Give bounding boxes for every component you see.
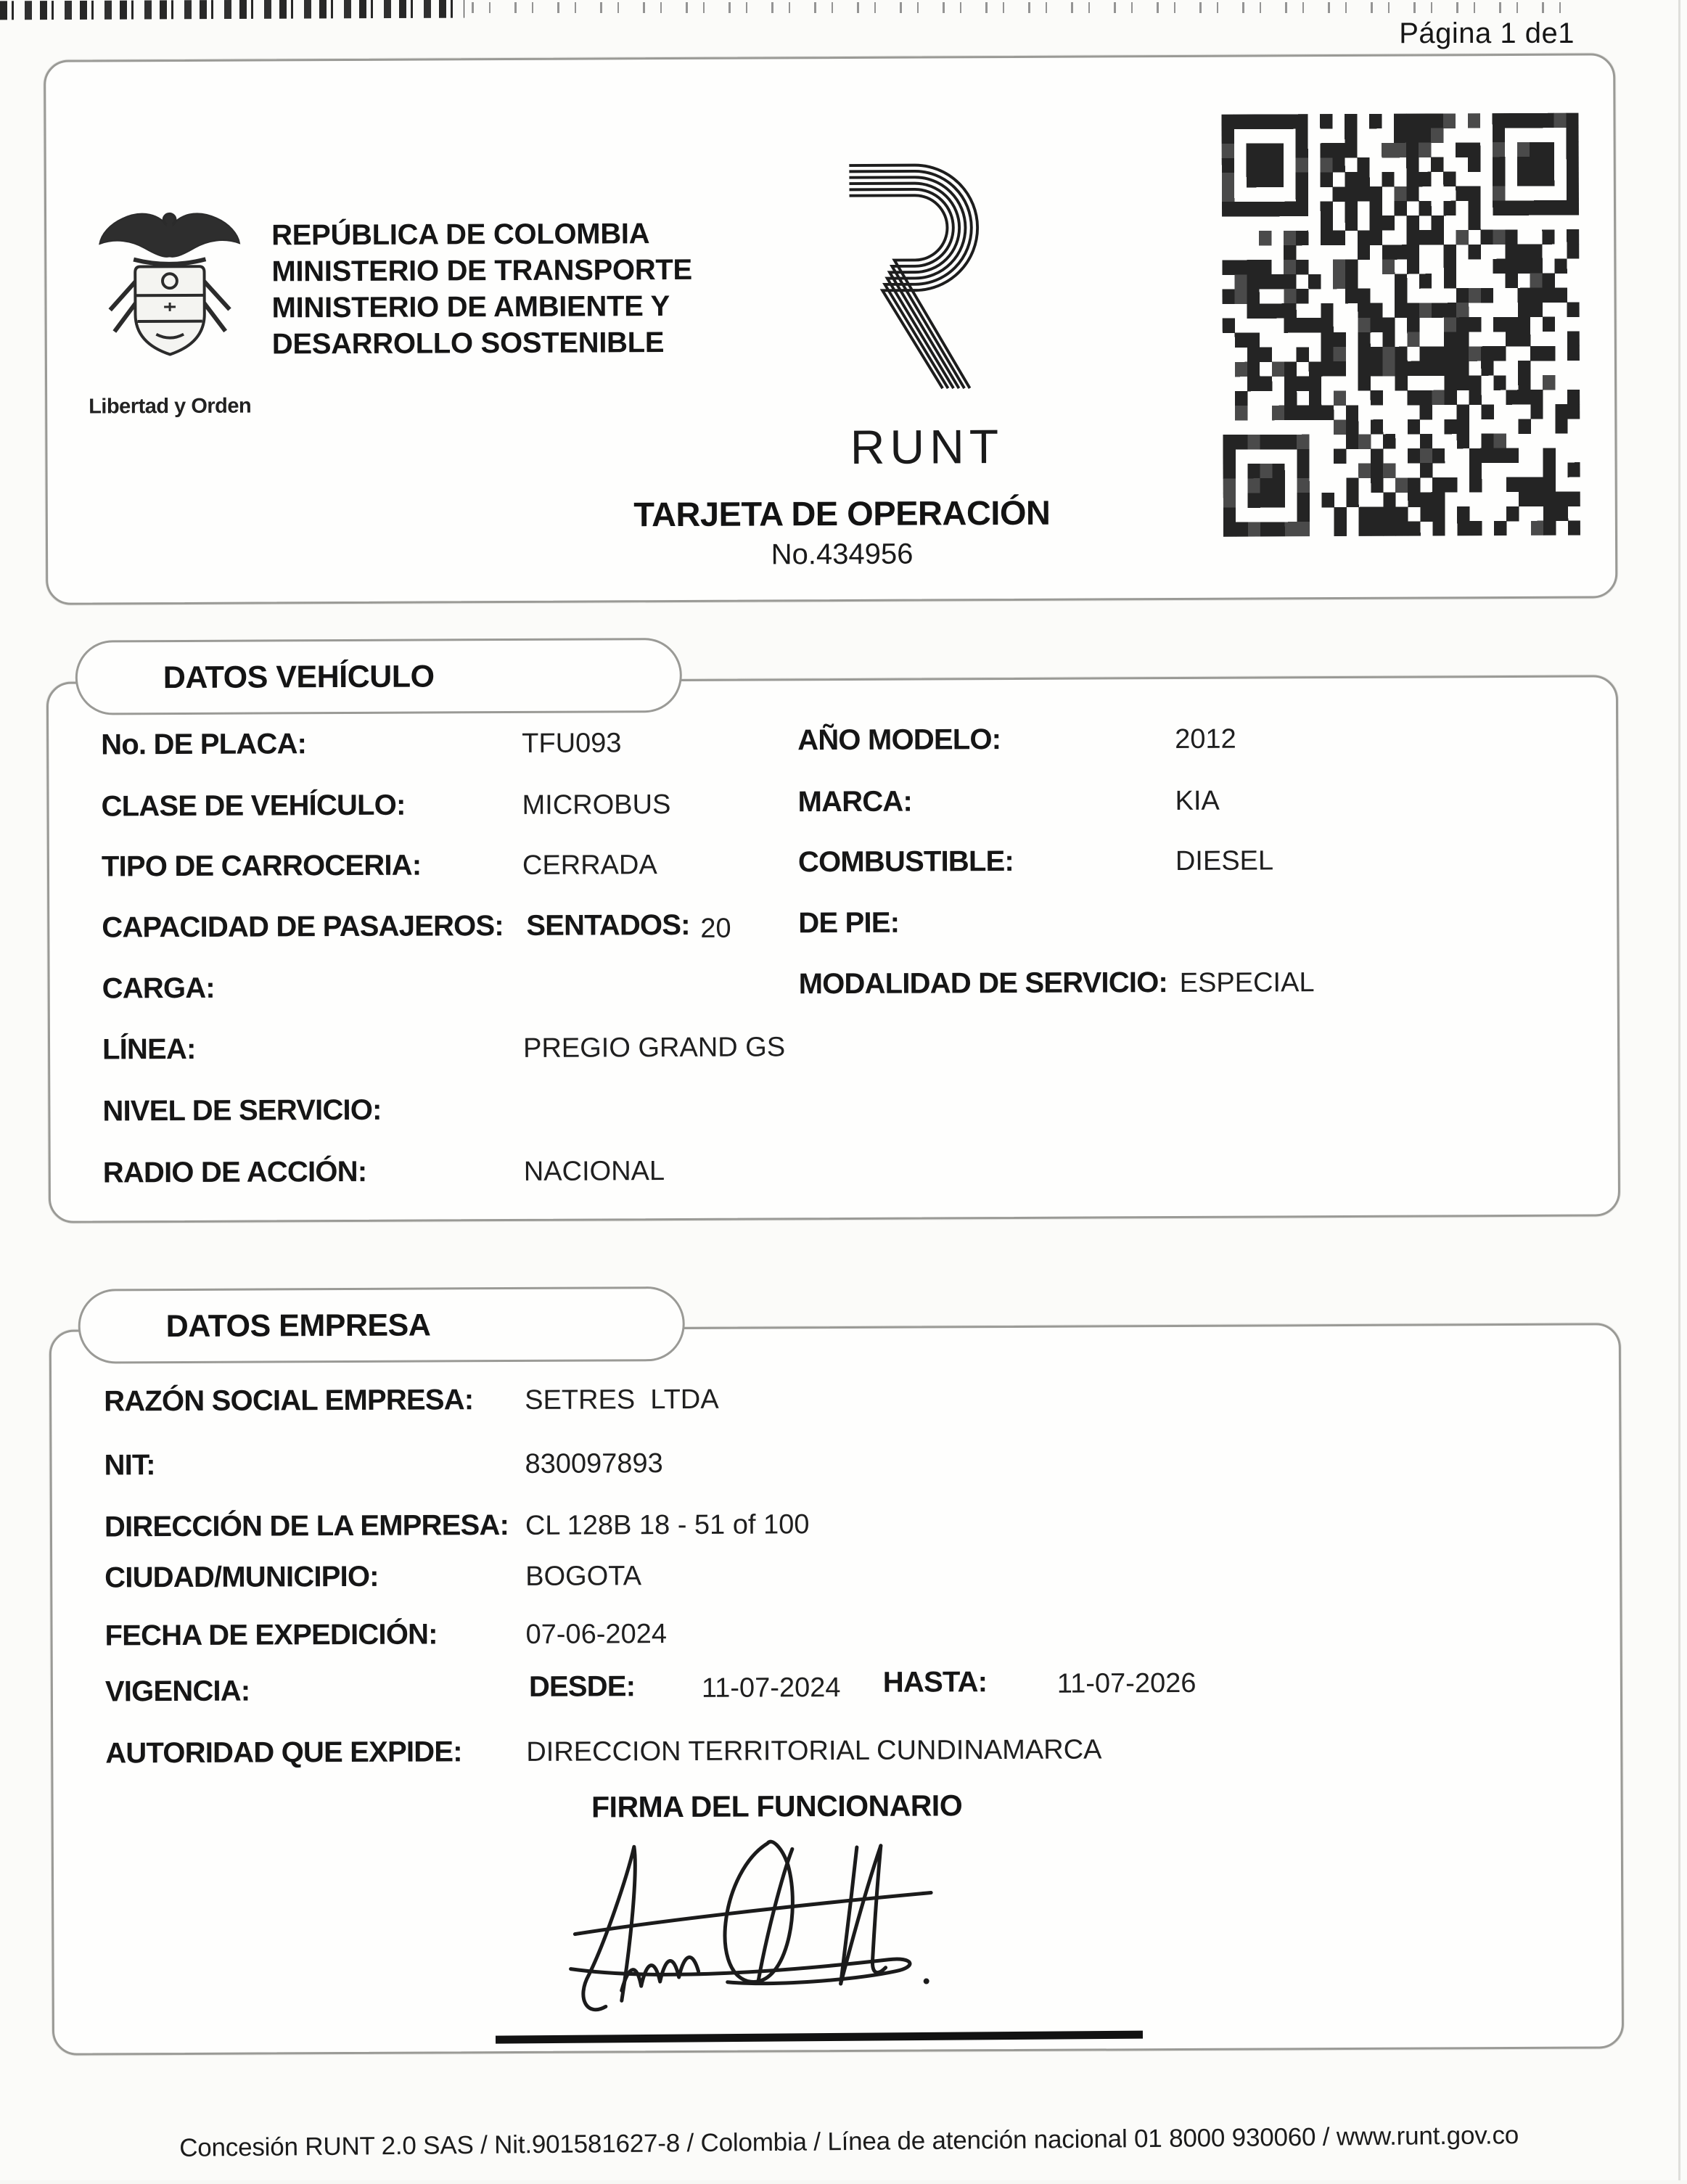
sentados-label: SENTADOS: <box>526 908 690 942</box>
ministry-title-block <box>271 215 692 363</box>
capacidad-label: CAPACIDAD DE PASAJEROS: <box>102 910 504 944</box>
document-title: TARJETA DE OPERACIÓN <box>633 493 1051 534</box>
footer-text: Concesión RUNT 2.0 SAS / Nit.901581627-8 / Colombia / Línea de atención nacional 01 8000 930060 / www.runt.gov.co <box>179 2121 1519 2162</box>
desde-value: 11-07-2024 <box>701 1672 841 1704</box>
carroceria-label: TIPO DE CARROCERIA: <box>101 849 422 883</box>
qr-code-icon <box>1221 113 1580 537</box>
radio-accion-label: RADIO DE ACCIÓN: <box>102 1155 367 1189</box>
razon-social-label: RAZÓN SOCIAL EMPRESA: <box>104 1384 474 1418</box>
nit-value: 830097893 <box>525 1448 663 1479</box>
desde-label: DESDE: <box>528 1670 636 1703</box>
ciudad-value: BOGOTA <box>525 1561 642 1592</box>
runt-logo-icon <box>835 143 1014 406</box>
firma-title: FIRMA DEL FUNCIONARIO <box>591 1789 963 1824</box>
hasta-value: 11-07-2026 <box>1056 1667 1197 1699</box>
document-number: No.434956 <box>771 538 914 571</box>
nit-label: NIT: <box>104 1449 155 1482</box>
radio-accion-value: NACIONAL <box>523 1156 665 1187</box>
official-signature <box>541 1825 963 2027</box>
colombia-coat-of-arms-icon <box>91 200 248 395</box>
carroceria-value: CERRADA <box>522 850 657 881</box>
ministry-line: MINISTERIO DE AMBIENTE Y <box>271 290 670 324</box>
placa-value: TFU093 <box>522 728 622 759</box>
combustible-label: COMBUSTIBLE: <box>797 845 1014 879</box>
runt-wordmark: RUNT <box>850 419 1004 474</box>
ano-modelo-value: 2012 <box>1175 723 1236 755</box>
modalidad-label: MODALIDAD DE SERVICIO: <box>798 966 1168 1001</box>
carga-label: CARGA: <box>102 972 215 1005</box>
company-section-tab <box>78 1286 684 1364</box>
vehicle-section-tab <box>75 638 682 715</box>
ministry-line: REPÚBLICA DE COLOMBIA <box>271 218 650 252</box>
direccion-value: CL 128B 18 - 51 of 100 <box>525 1509 810 1541</box>
fecha-expedicion-value: 07-06-2024 <box>525 1619 668 1650</box>
ano-modelo-label: AÑO MODELO: <box>797 723 1001 757</box>
autoridad-label: AUTORIDAD QUE EXPIDE: <box>105 1736 462 1770</box>
placa-label: No. DE PLACA: <box>101 728 307 761</box>
razon-social-value: SETRES LTDA <box>525 1384 719 1416</box>
sentados-value: 20 <box>700 913 731 944</box>
nivel-label: NIVEL DE SERVICIO: <box>102 1093 382 1128</box>
ciudad-label: CIUDAD/MUNICIPIO: <box>104 1560 379 1594</box>
combustible-value: DIESEL <box>1175 845 1274 877</box>
linea-label: LÍNEA: <box>102 1033 196 1066</box>
autoridad-value: DIRECCION TERRITORIAL CUNDINAMARCA <box>526 1734 1102 1768</box>
fecha-expedicion-label: FECHA DE EXPEDICIÓN: <box>104 1618 438 1652</box>
marca-label: MARCA: <box>797 785 913 818</box>
hasta-label: HASTA: <box>882 1666 988 1699</box>
ministry-line: DESARROLLO SOSTENIBLE <box>271 327 665 361</box>
emblem-caption: Libertad y Orden <box>89 394 252 419</box>
ministry-line: MINISTERIO DE TRANSPORTE <box>271 253 692 288</box>
linea-value: PREGIO GRAND GS <box>522 1032 786 1064</box>
page-number: Página 1 de1 <box>1399 17 1575 49</box>
marca-value: KIA <box>1175 785 1220 817</box>
modalidad-value: ESPECIAL <box>1179 967 1315 998</box>
clase-value: MICROBUS <box>522 789 671 821</box>
de-pie-label: DE PIE: <box>798 906 900 940</box>
direccion-label: DIRECCIÓN DE LA EMPRESA: <box>104 1509 509 1543</box>
company-section-title: DATOS EMPRESA <box>165 1307 431 1345</box>
vehicle-section-title: DATOS VEHÍCULO <box>163 659 435 696</box>
clase-label: CLASE DE VEHÍCULO: <box>101 789 406 823</box>
vigencia-label: VIGENCIA: <box>104 1675 250 1708</box>
